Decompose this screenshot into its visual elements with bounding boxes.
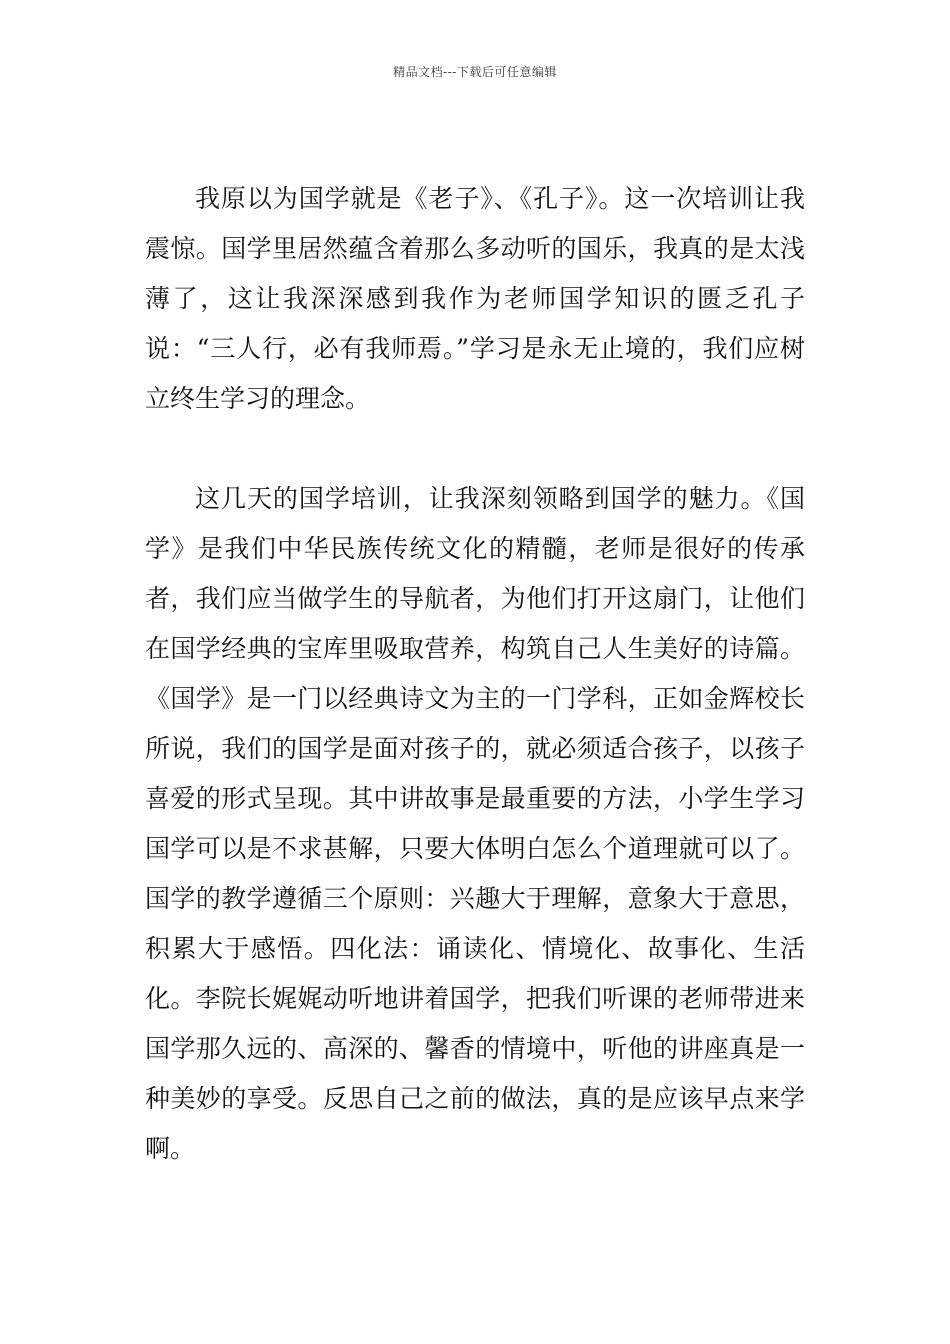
paragraph-2: 这几天的国学培训，让我深刻领略到国学的魅力。《国学》是我们中华民族传统文化的精髓，老师是很好的传承者，我们应当做学生的导航者，为他们打开这扇门，让他们在国学经典的宝库里吸取营养，构筑自己人生美好的诗篇。《国学》是一门以经典诗文为主的一门学科，正如金辉校长所说，我们的国学是面对孩子的，就必须适合孩子，以孩子喜爱的形式呈现。其中讲故事是最重要的方法，小学生学习国学可以是不求甚解，只要大体明白怎么个道理就可以了。国学的教学遵循三个原则：兴趣大于理解，意象大于意思，积累大于感悟。四化法：诵读化、情境化、故事化、生活化。李院长娓娓动听地讲着国学，把我们听课的老师带进来国学那久远的、高深的、馨香的情境中，听他的讲座真是一种美妙的享受。反思自己之前的做法，真的是应该早点来学啊。 xyxy=(145,484,805,1163)
paragraph-1-block xyxy=(145,174,805,424)
paragraph-1: 我原以为国学就是《老子》、《孔子》。这一次培训让我震惊。国学里居然蕴含着那么多动听的国乐，我真的是太浅薄了，这让我深深感到我作为老师国学知识的匮乏孔子说：“三人行，必有我师焉。”学习是永无止境的，我们应树立终生学习的理念。 xyxy=(145,184,805,413)
paragraph-2-block xyxy=(145,474,805,1174)
page-header: 精品文档---下载后可任意编辑 xyxy=(393,65,557,79)
